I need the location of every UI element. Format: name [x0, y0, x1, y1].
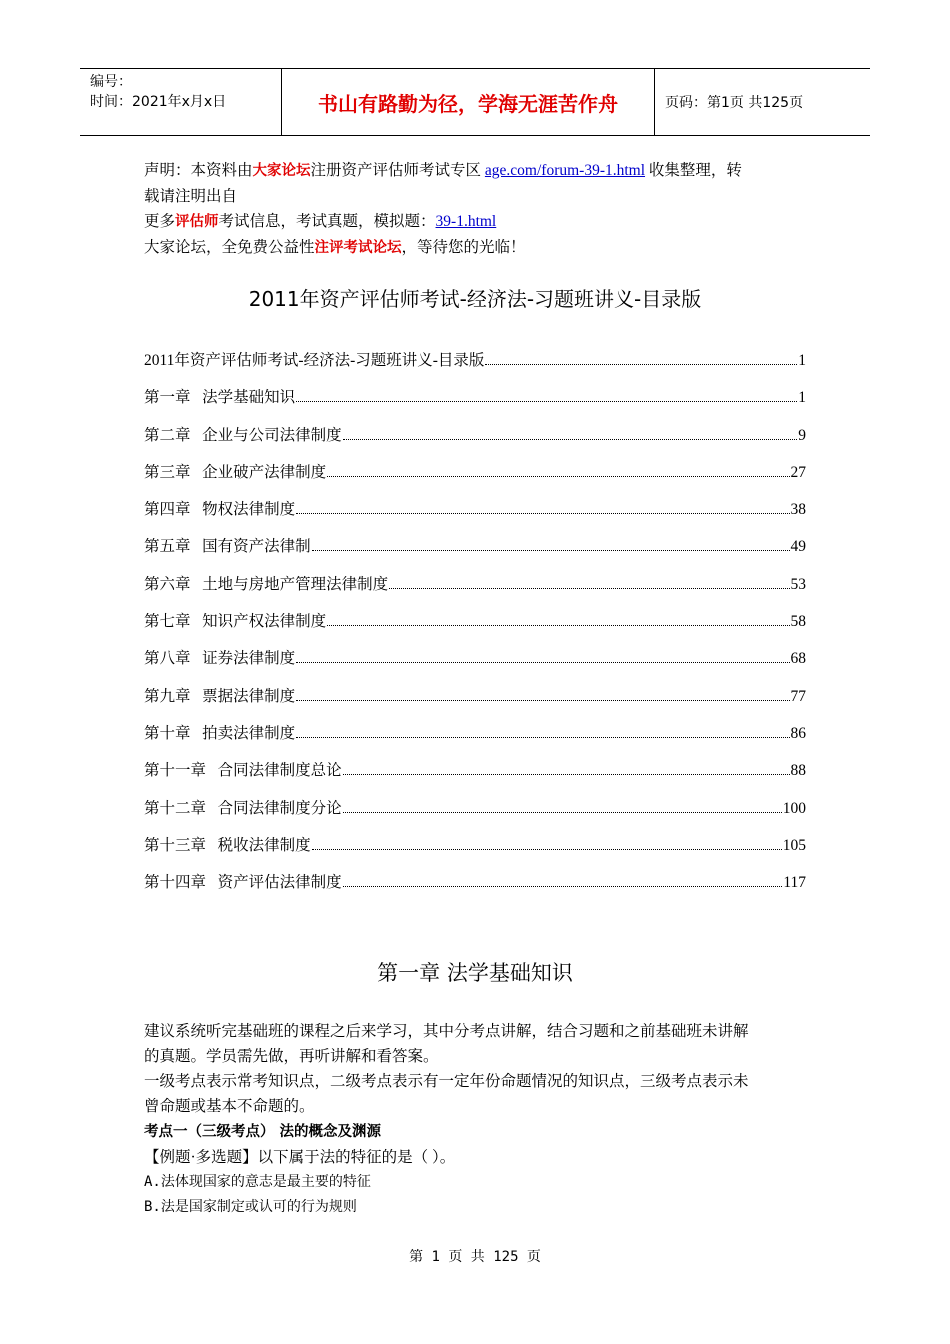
toc-leader-dots	[343, 812, 782, 813]
toc-entry[interactable]	[144, 534, 806, 571]
toc-leader-dots	[327, 625, 789, 626]
toc-entry[interactable]	[144, 497, 806, 534]
toc-entry-page: 1	[798, 389, 806, 407]
level-note-line: 曾命题或基本不命题的。	[144, 1098, 315, 1115]
toc-leader-dots	[296, 700, 789, 701]
toc-entry[interactable]	[144, 721, 806, 758]
page-footer: 第 1 页 共 125 页	[409, 1249, 541, 1265]
toc-entry[interactable]	[144, 609, 806, 646]
toc-entry-page: 58	[790, 613, 806, 631]
toc-entry-page: 68	[790, 650, 806, 668]
toc-entry-label: 第八章 证券法律制度	[144, 650, 296, 668]
toc-leader-dots	[389, 588, 789, 589]
toc-entry[interactable]	[144, 870, 806, 907]
toc-leader-dots	[296, 401, 797, 402]
toc-entry-page: 77	[790, 687, 806, 705]
toc-entry[interactable]	[144, 758, 806, 795]
toc-entry-label: 第十四章 资产评估法律制度	[144, 874, 342, 892]
toc-entry-page: 53	[790, 575, 806, 593]
header-page-info: 页码：第1页 共125页	[665, 95, 804, 111]
toc-leader-dots	[296, 513, 789, 514]
toc-entry-label: 第一章 法学基础知识	[144, 389, 296, 407]
intro-line: 建议系统听完基础班的课程之后来学习，其中分考点讲解，结合习题和之前基础班未讲解	[144, 1023, 749, 1040]
question-text: 【例题·多选题】以下属于法的特征的是（ ）。	[144, 1149, 456, 1166]
toc-entry-page: 49	[790, 538, 806, 556]
toc-leader-dots	[312, 849, 782, 850]
chapter-title: 第一章 法学基础知识	[377, 961, 573, 985]
toc-entry-page: 1	[798, 352, 806, 369]
notice-line-4	[144, 235, 808, 261]
toc-entry-label: 第十二章 合同法律制度分论	[144, 799, 342, 817]
toc-entry[interactable]	[144, 348, 806, 385]
toc-entry-label: 第五章 国有资产法律制	[144, 538, 311, 556]
notice-text: 注册资产评估师考试专区	[310, 162, 482, 179]
toc-entry[interactable]	[144, 796, 806, 833]
toc-entry-page: 86	[790, 724, 806, 742]
notice-line-1	[144, 158, 808, 184]
toc-leader-dots	[296, 662, 789, 663]
assessor-highlight: 评估师	[175, 214, 219, 230]
table-of-contents	[144, 348, 806, 907]
chapter-body	[144, 1019, 808, 1220]
intro-line: 的真题。学员需先做，再听讲解和看答案。	[144, 1048, 439, 1065]
toc-entry-label: 第二章 企业与公司法律制度	[144, 426, 342, 444]
notice-text: 收集整理，转	[645, 162, 742, 179]
forum-link[interactable]: age.com/forum-39-1.html	[484, 162, 646, 179]
toc-entry-label: 第十一章 合同法律制度总论	[144, 762, 342, 780]
toc-entry[interactable]	[144, 423, 806, 460]
toc-entry[interactable]	[144, 572, 806, 609]
toc-leader-dots	[312, 550, 790, 551]
toc-leader-dots	[485, 364, 797, 365]
toc-entry-label: 第十章 拍卖法律制度	[144, 724, 296, 742]
notice-line-2: 载请注明出自	[144, 188, 238, 205]
level-note-line: 一级考点表示常考知识点，二级考点表示有一定年份命题情况的知识点，三级考点表示未	[144, 1073, 749, 1090]
keypoint-heading: 考点一（三级考点） 法的概念及渊源	[144, 1124, 382, 1140]
toc-entry-label: 第十三章 税收法律制度	[144, 836, 311, 854]
time-label: 时间：2021年x月x日	[90, 94, 227, 110]
notice-text: 考试信息，考试真题，模拟题：	[218, 213, 436, 230]
toc-entry[interactable]	[144, 833, 806, 870]
toc-entry-label: 第六章 土地与房地产管理法律制度	[144, 575, 389, 593]
toc-entry-page: 88	[790, 762, 806, 780]
forum-name-highlight: 大家论坛	[252, 163, 311, 179]
toc-entry-page: 105	[782, 836, 806, 854]
toc-entry-page: 38	[790, 501, 806, 519]
toc-leader-dots	[343, 886, 783, 887]
toc-entry-page: 9	[798, 426, 806, 444]
toc-leader-dots	[327, 476, 789, 477]
document-title: 2011年资产评估师考试-经济法-习题班讲义-目录版	[248, 287, 702, 311]
notice-line-3	[144, 209, 808, 235]
notice-text: 声明：本资料由	[144, 162, 253, 179]
option-a: A.法体现国家的意志是最主要的特征	[144, 1174, 371, 1190]
notice-text: 大家论坛，全免费公益性	[144, 239, 315, 256]
toc-entry-label: 第九章 票据法律制度	[144, 687, 296, 705]
toc-entry-page: 117	[783, 874, 806, 892]
page-header	[80, 68, 870, 136]
toc-entry[interactable]	[144, 646, 806, 683]
toc-entry-label: 第四章 物权法律制度	[144, 501, 296, 519]
toc-entry-page: 100	[782, 799, 806, 817]
notice-block	[144, 158, 808, 261]
toc-entry-label: 第七章 知识产权法律制度	[144, 613, 327, 631]
exam-forum-highlight: 注评考试论坛	[314, 240, 402, 256]
toc-leader-dots	[296, 737, 789, 738]
header-motto: 书山有路勤为径，学海无涯苦作舟	[282, 69, 655, 135]
number-label: 编号：	[90, 74, 132, 90]
toc-leader-dots	[343, 439, 798, 440]
toc-entry[interactable]	[144, 385, 806, 422]
toc-entry[interactable]	[144, 460, 806, 497]
notice-text: 更多	[144, 213, 176, 230]
header-meta	[80, 69, 282, 135]
option-b: B.法是国家制定或认可的行为规则	[144, 1199, 357, 1215]
exam-link[interactable]: 39-1.html	[435, 213, 497, 230]
toc-leader-dots	[343, 774, 790, 775]
toc-entry[interactable]	[144, 684, 806, 721]
toc-entry-label: 2011年资产评估师考试-经济法-习题班讲义-目录版	[144, 352, 485, 369]
toc-entry-label: 第三章 企业破产法律制度	[144, 463, 327, 481]
notice-text: ，等待您的光临！	[401, 239, 526, 256]
toc-entry-page: 27	[790, 463, 806, 481]
